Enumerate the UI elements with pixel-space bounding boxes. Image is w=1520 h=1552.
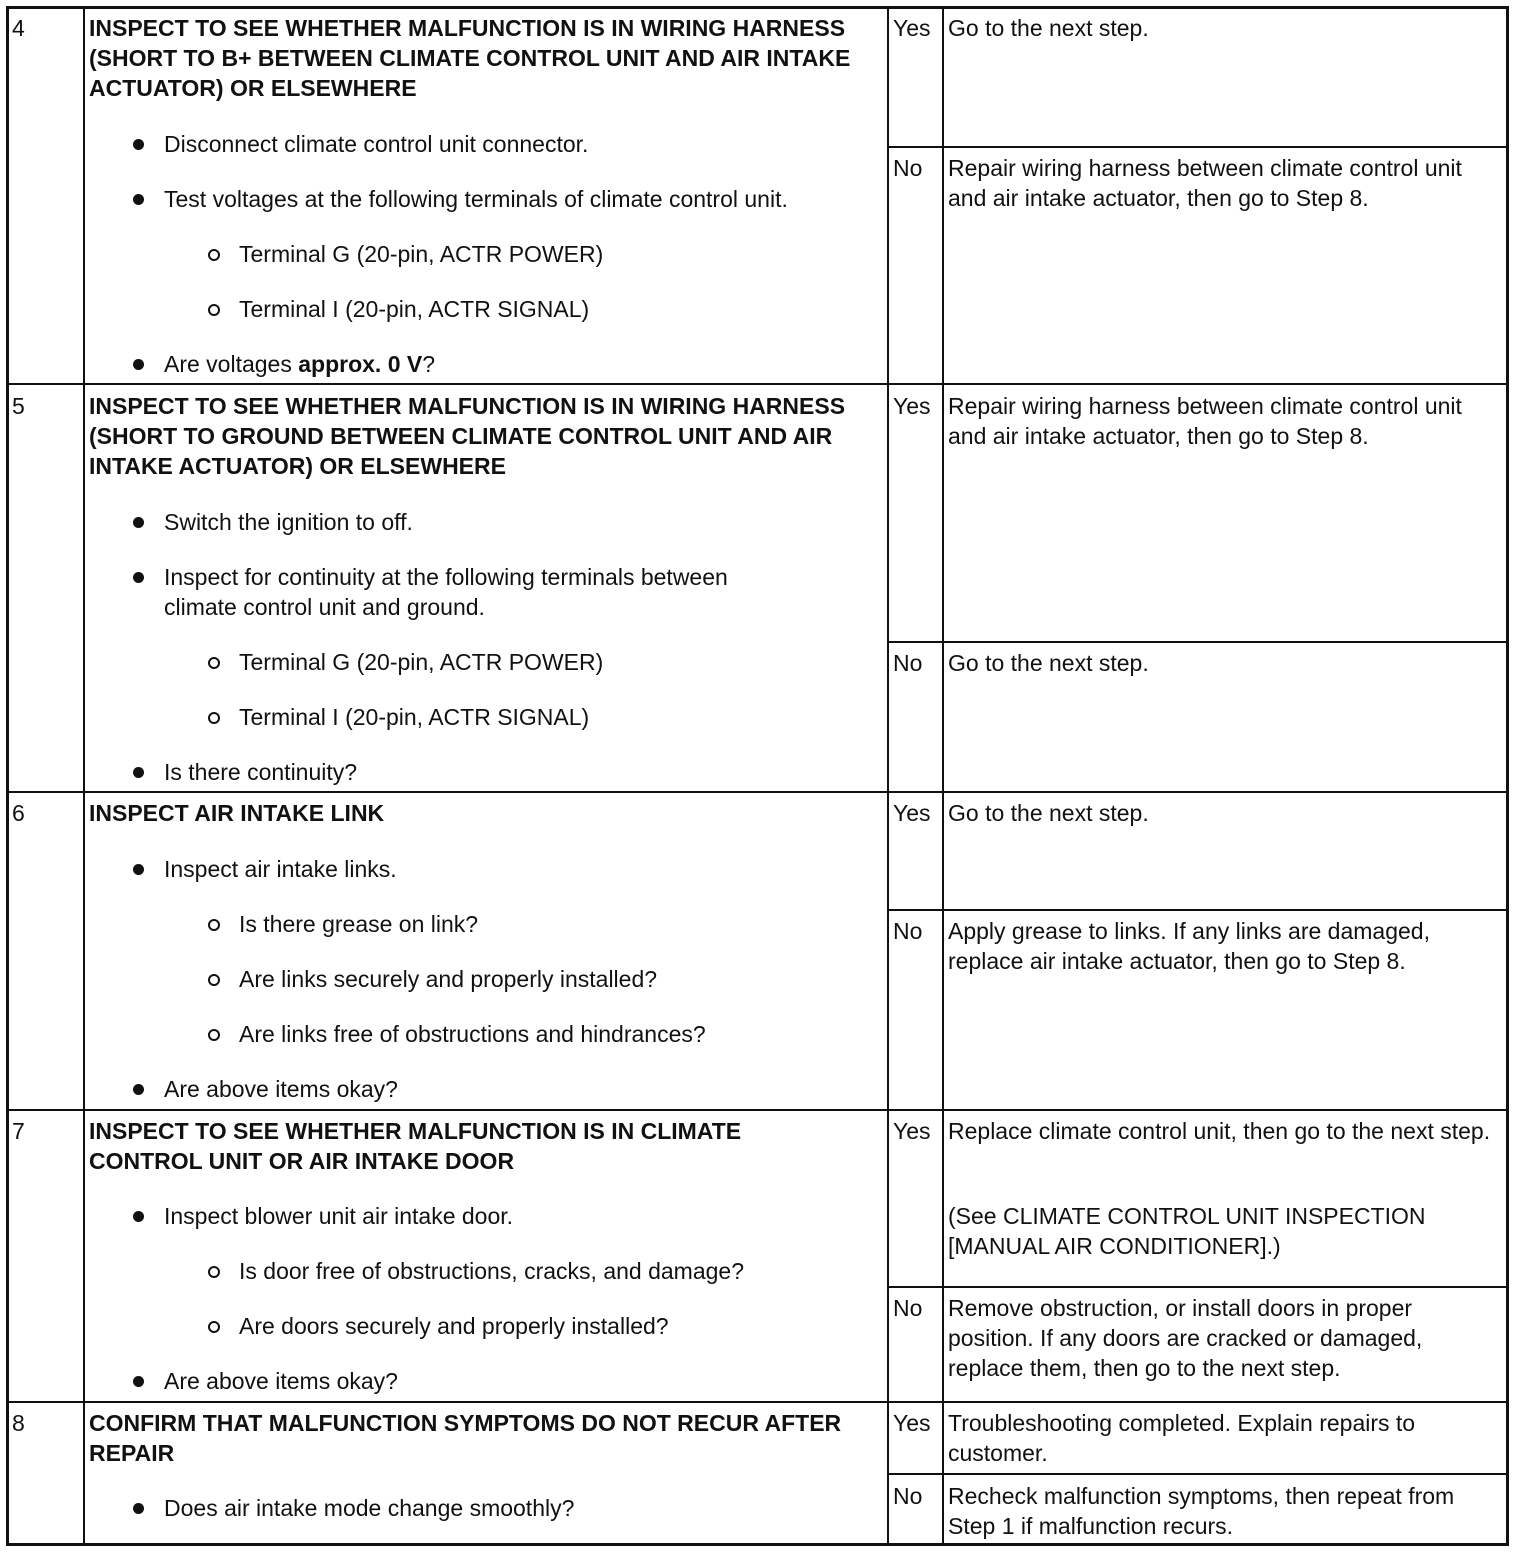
- answer-divider: [887, 909, 1506, 911]
- bullet-item: Are above items okay?: [164, 1074, 884, 1104]
- yes-result: Go to the next step.: [948, 800, 1149, 826]
- bullet-item: Test voltages at the following terminals of climate control unit.: [164, 184, 884, 214]
- sub-item: Terminal G (20-pin, ACTR POWER): [239, 239, 889, 269]
- step-number: 7: [12, 1118, 25, 1144]
- sub-item: Is door free of obstructions, cracks, and damage?: [239, 1256, 889, 1286]
- no-result: Remove obstruction, or install doors in proper position. If any doors are cracked or damaged, replace them, then go to the next step.: [948, 1295, 1423, 1381]
- answer-divider: [887, 146, 1506, 148]
- step-title: CONFIRM THAT MALFUNCTION SYMPTOMS DO NOT RECUR AFTER REPAIR: [89, 1410, 842, 1466]
- bullet-item: Inspect air intake links.: [164, 854, 884, 884]
- bullet-item: Are above items okay?: [164, 1366, 884, 1396]
- no-result: Go to the next step.: [948, 650, 1149, 676]
- step-title: INSPECT TO SEE WHETHER MALFUNCTION IS IN CLIMATE CONTROL UNIT OR AIR INTAKE DOOR: [89, 1118, 742, 1174]
- troubleshooting-table: [6, 6, 1509, 1546]
- bullet-question: Are voltages approx. 0 V?: [164, 349, 884, 379]
- sub-item: Terminal I (20-pin, ACTR SIGNAL): [239, 702, 889, 732]
- step-number: 6: [12, 800, 25, 826]
- yes-label: Yes: [893, 1410, 931, 1436]
- sub-item: Are doors securely and properly installed?: [239, 1311, 889, 1341]
- sub-item: Terminal I (20-pin, ACTR SIGNAL): [239, 294, 889, 324]
- step-title: INSPECT TO SEE WHETHER MALFUNCTION IS IN WIRING HARNESS (SHORT TO GROUND BETWEEN CLIMATE CONTROL UNIT AND AIR INTAKE ACTUATOR) OR ELSEWHERE: [89, 393, 846, 479]
- row-divider: [9, 1401, 1506, 1403]
- yes-label: Yes: [893, 800, 931, 826]
- step-number: 8: [12, 1410, 25, 1436]
- row-divider: [9, 1109, 1506, 1111]
- yes-result: Troubleshooting completed. Explain repairs to customer.: [948, 1410, 1416, 1466]
- no-label: No: [893, 1295, 923, 1321]
- sub-item: Terminal G (20-pin, ACTR POWER): [239, 647, 889, 677]
- step-title: INSPECT TO SEE WHETHER MALFUNCTION IS IN WIRING HARNESS (SHORT TO B+ BETWEEN CLIMATE CONTROL UNIT AND AIR INTAKE ACTUATOR) OR ELSEWHERE: [89, 15, 851, 101]
- bullet-item: Inspect blower unit air intake door.: [164, 1201, 884, 1231]
- yes-result: Repair wiring harness between climate control unit and air intake actuator, then go to Step 8.: [948, 393, 1462, 449]
- yes-label: Yes: [893, 393, 931, 419]
- row-divider: [9, 383, 1506, 385]
- answer-divider: [887, 641, 1506, 643]
- no-label: No: [893, 650, 923, 676]
- step-number: 5: [12, 393, 25, 419]
- sub-item: Is there grease on link?: [239, 909, 889, 939]
- no-label: No: [893, 1483, 923, 1509]
- column-divider-step: [83, 9, 85, 1543]
- no-label: No: [893, 155, 923, 181]
- bullet-item: Inspect for continuity at the following terminals between climate control unit and ground.: [164, 562, 804, 622]
- no-label: No: [893, 918, 923, 944]
- step-number: 4: [12, 15, 25, 41]
- row-divider: [9, 791, 1506, 793]
- answer-divider: [887, 1473, 1506, 1475]
- yes-result-reference: (See CLIMATE CONTROL UNIT INSPECTION [MANUAL AIR CONDITIONER].): [948, 1203, 1426, 1259]
- no-result: Repair wiring harness between climate control unit and air intake actuator, then go to Step 8.: [948, 155, 1462, 211]
- bullet-item: Switch the ignition to off.: [164, 507, 884, 537]
- sub-item: Are links securely and properly installed?: [239, 964, 889, 994]
- yes-result: Go to the next step.: [948, 15, 1149, 41]
- yes-label: Yes: [893, 15, 931, 41]
- answer-divider: [887, 1286, 1506, 1288]
- bullet-item: Is there continuity?: [164, 757, 884, 787]
- yes-label: Yes: [893, 1118, 931, 1144]
- no-result: Recheck malfunction symptoms, then repeat from Step 1 if malfunction recurs.: [948, 1483, 1455, 1539]
- no-result: Apply grease to links. If any links are damaged, replace air intake actuator, then go to Step 8.: [948, 918, 1430, 974]
- bullet-item: Does air intake mode change smoothly?: [164, 1493, 884, 1523]
- sub-item: Are links free of obstructions and hindrances?: [239, 1019, 889, 1049]
- bullet-item: Disconnect climate control unit connector.: [164, 129, 884, 159]
- step-title: INSPECT AIR INTAKE LINK: [89, 800, 385, 826]
- yes-result: Replace climate control unit, then go to the next step.: [948, 1118, 1491, 1144]
